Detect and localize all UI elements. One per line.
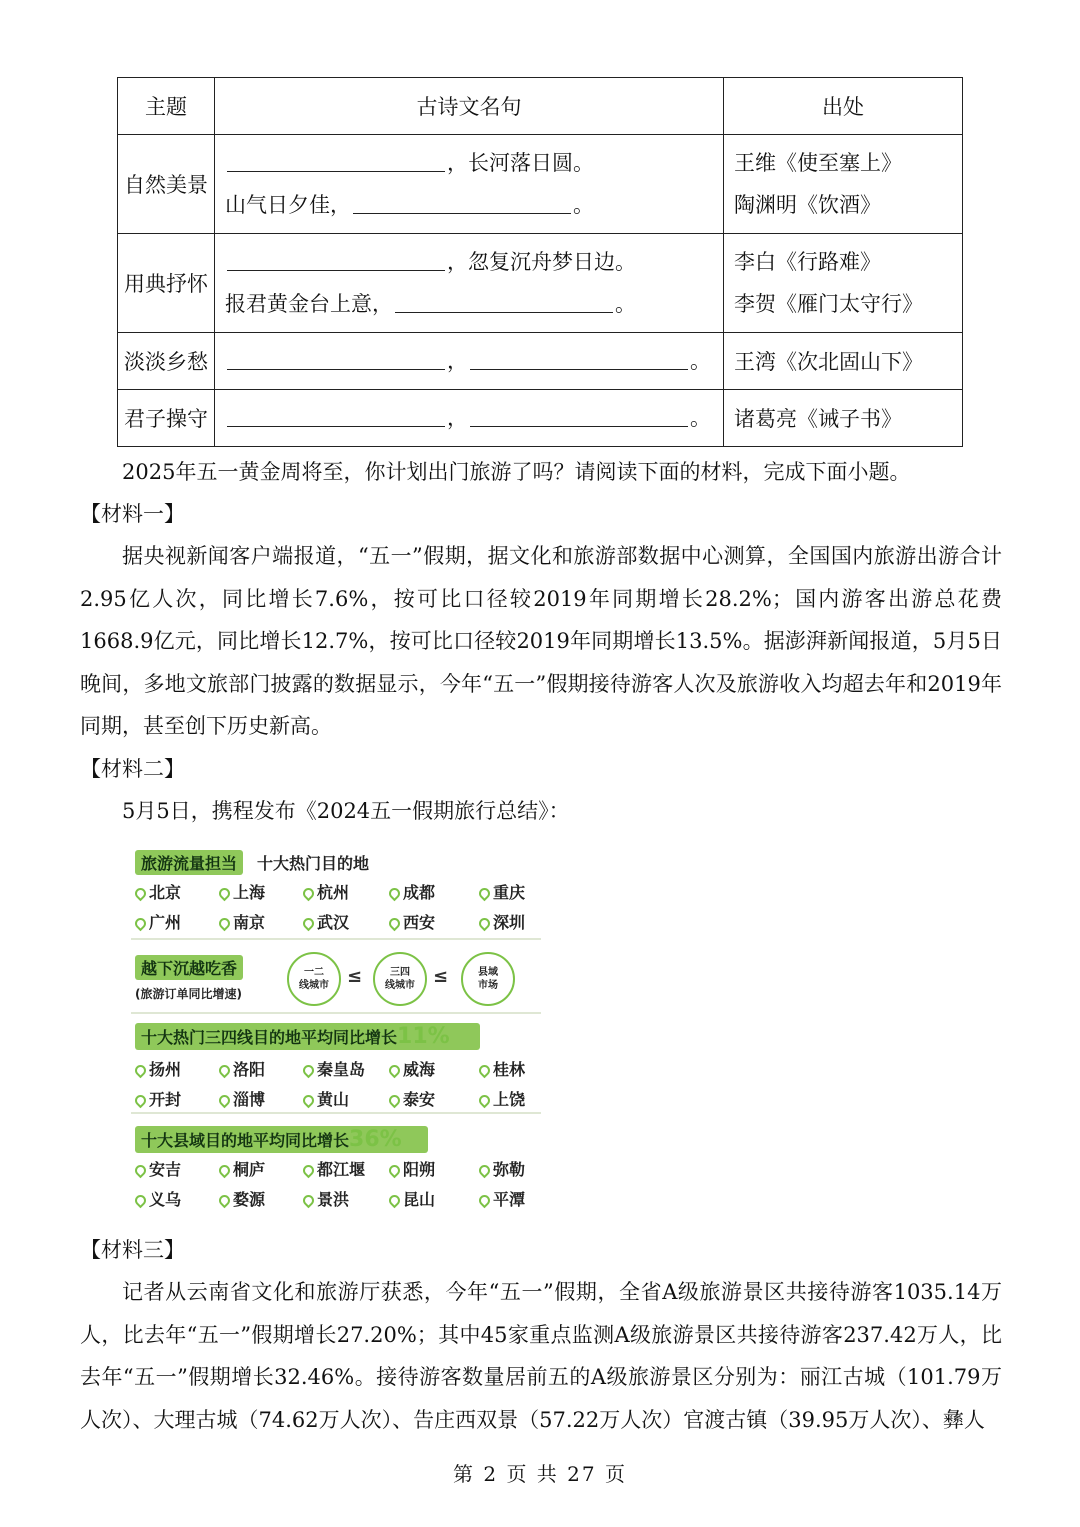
location-pin-icon (387, 1093, 403, 1109)
s2-tag: 越下沉越吃香 (135, 955, 243, 980)
poem-table (117, 77, 963, 447)
poem-cell: ， 。 (215, 390, 724, 447)
lte-sign: ≤ (347, 966, 363, 987)
location-pin-icon (477, 916, 493, 932)
location-pin-icon (217, 1093, 233, 1109)
city-item: 平潭 (479, 1187, 525, 1210)
city-item: 洛阳 (219, 1057, 265, 1080)
fill-blank[interactable] (227, 170, 445, 172)
material3-title: 【材料三】 (80, 1238, 185, 1262)
location-pin-icon (301, 916, 317, 932)
material2-title: 【材料二】 (80, 757, 185, 781)
location-pin-icon (301, 1193, 317, 1209)
tier12-circle: 一二 线城市 (287, 952, 341, 1006)
city-item: 广州 (135, 910, 181, 933)
location-pin-icon (301, 886, 317, 902)
table-row (118, 333, 963, 390)
theme-cell: 淡淡乡愁 (118, 333, 215, 390)
city-item: 弥勒 (479, 1157, 525, 1180)
header-theme: 主题 (118, 78, 215, 135)
city-item: 义乌 (135, 1187, 181, 1210)
table-header-row (118, 78, 963, 135)
location-pin-icon (387, 886, 403, 902)
source-cell: 诸葛亮《诫子书》 (724, 390, 963, 447)
city-item: 北京 (135, 880, 181, 903)
material1-title: 【材料一】 (80, 502, 185, 526)
theme-cell: 用典抒怀 (118, 234, 215, 333)
city-item: 黄山 (303, 1087, 349, 1110)
location-pin-icon (387, 916, 403, 932)
location-pin-icon (217, 916, 233, 932)
header-source: 出处 (724, 78, 963, 135)
theme-cell: 君子操守 (118, 390, 215, 447)
location-pin-icon (133, 1063, 149, 1079)
s1-tag: 旅游流量担当 (135, 850, 243, 875)
location-pin-icon (217, 1063, 233, 1079)
city-item: 深圳 (479, 910, 525, 933)
fill-blank[interactable] (395, 311, 613, 313)
location-pin-icon (477, 1193, 493, 1209)
header-poem: 古诗文名句 (215, 78, 724, 135)
city-item: 西安 (389, 910, 435, 933)
material1-text: 据央视新闻客户端报道，“五一”假期，据文化和旅游部数据中心测算，全国国内旅游出游合计2.95亿人次，同比增长7.6%，按可比口径较2019年同期增长28.2%；国内游客出游总花费1668.9亿元，同比增长12.7%，按可比口径较2019年同期增长13.5%。据澎湃新闻报道，5月5日晚间，多地文旅部门披露的数据显示，今年“五一”假期接待游客人次及旅游收入均超去年和2019年同期，甚至创下历史新高。 (80, 544, 1002, 738)
fill-blank[interactable] (470, 425, 688, 427)
location-pin-icon (133, 886, 149, 902)
s1-title: 十大热门目的地 (257, 854, 370, 873)
location-pin-icon (301, 1063, 317, 1079)
city-item: 婺源 (219, 1187, 265, 1210)
tier34-circle: 三四 线城市 (373, 952, 427, 1006)
location-pin-icon (301, 1093, 317, 1109)
city-item: 桂林 (479, 1057, 525, 1080)
location-pin-icon (133, 1163, 149, 1179)
location-pin-icon (477, 1163, 493, 1179)
city-item: 南京 (219, 910, 265, 933)
s4-tag: 十大县域目的地平均同比增长36% (135, 1126, 428, 1153)
travel-summary-infographic (127, 842, 545, 1220)
location-pin-icon (387, 1193, 403, 1209)
poem-cell: ，忽复沉舟梦日边。 报君黄金台上意， 。 (215, 234, 724, 333)
city-item: 昆山 (389, 1187, 435, 1210)
city-item: 成都 (389, 880, 435, 903)
s2-subtitle: (旅游订单同比增速) (135, 987, 242, 1001)
table-row (118, 390, 963, 447)
fill-blank[interactable] (227, 425, 445, 427)
location-pin-icon (217, 1163, 233, 1179)
location-pin-icon (217, 886, 233, 902)
city-item: 都江堰 (303, 1157, 365, 1180)
city-item: 武汉 (303, 910, 349, 933)
location-pin-icon (477, 1093, 493, 1109)
city-item: 桐庐 (219, 1157, 265, 1180)
location-pin-icon (133, 1093, 149, 1109)
location-pin-icon (477, 886, 493, 902)
theme-cell: 自然美景 (118, 135, 215, 234)
location-pin-icon (133, 916, 149, 932)
fill-blank[interactable] (227, 269, 445, 271)
city-item: 重庆 (479, 880, 525, 903)
divider (131, 1012, 541, 1014)
fill-blank[interactable] (353, 212, 571, 214)
city-item: 开封 (135, 1087, 181, 1110)
table-row (118, 234, 963, 333)
city-item: 上饶 (479, 1087, 525, 1110)
divider (131, 1112, 541, 1114)
material2-text: 5月5日，携程发布《2024五一假期旅行总结》： (122, 799, 570, 823)
location-pin-icon (133, 1193, 149, 1209)
table-row (118, 135, 963, 234)
poem-cell: ，长河落日圆。 山气日夕佳， 。 (215, 135, 724, 234)
source-cell: 王维《使至塞上》 陶渊明《饮酒》 (724, 135, 963, 234)
source-cell: 王湾《次北固山下》 (724, 333, 963, 390)
city-item: 淄博 (219, 1087, 265, 1110)
county-circle: 县域 市场 (461, 952, 515, 1006)
city-item: 威海 (389, 1057, 435, 1080)
fill-blank[interactable] (227, 368, 445, 370)
fill-blank[interactable] (470, 368, 688, 370)
poem-cell: ， 。 (215, 333, 724, 390)
location-pin-icon (217, 1193, 233, 1209)
city-item: 景洪 (303, 1187, 349, 1210)
source-cell: 李白《行路难》 李贺《雁门太守行》 (724, 234, 963, 333)
city-item: 杭州 (303, 880, 349, 903)
city-item: 安吉 (135, 1157, 181, 1180)
page-footer: 第 2 页 共 27 页 (453, 1462, 627, 1486)
divider (131, 938, 541, 940)
location-pin-icon (301, 1163, 317, 1179)
location-pin-icon (477, 1063, 493, 1079)
city-item: 上海 (219, 880, 265, 903)
lte-sign: ≤ (433, 966, 449, 987)
city-item: 秦皇岛 (303, 1057, 365, 1080)
intro-text: 2025年五一黄金周将至，你计划出门旅游了吗？请阅读下面的材料，完成下面小题。 (122, 460, 911, 484)
location-pin-icon (387, 1163, 403, 1179)
material3-text: 记者从云南省文化和旅游厅获悉，今年“五一”假期，全省A级旅游景区共接待游客1035.14万人，比去年“五一”假期增长27.20%；其中45家重点监测A级旅游景区共接待游客237.42万人，比去年“五一”假期增长32.46%。接待游客数量居前五的A级旅游景区分别为：丽江古城（101.79万人次）、大理古城（74.62万人次）、告庄西双景（57.22万人次）官渡古镇（39.95万人次）、彝人 (80, 1280, 1002, 1432)
s3-tag: 十大热门三四线目的地平均同比增长11% (135, 1023, 480, 1050)
city-item: 阳朔 (389, 1157, 435, 1180)
city-item: 泰安 (389, 1087, 435, 1110)
city-item: 扬州 (135, 1057, 181, 1080)
location-pin-icon (387, 1063, 403, 1079)
